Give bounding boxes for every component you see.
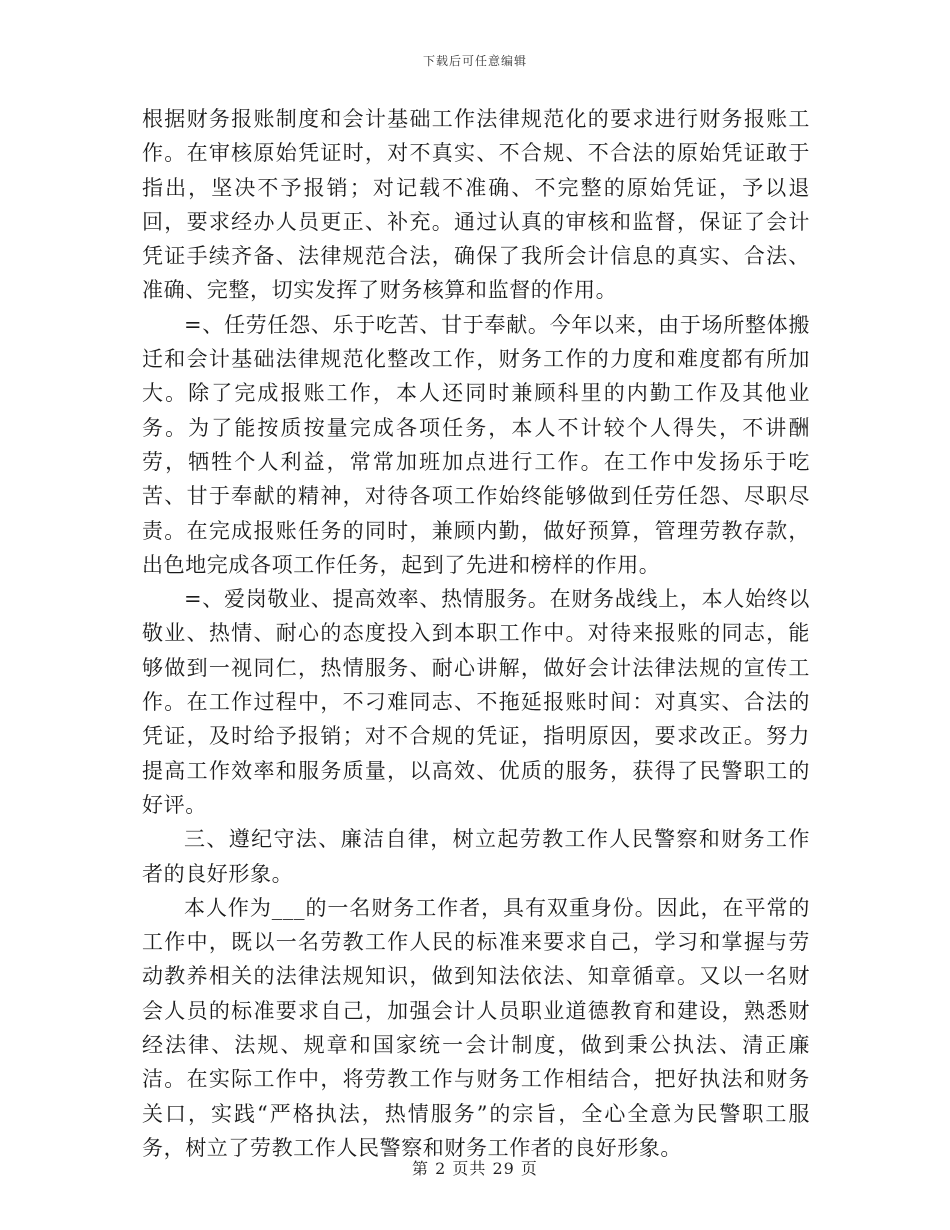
page-header: 下载后可任意编辑: [422, 54, 527, 68]
paragraph-3: =、爱岗敬业、提高效率、热情服务。在财务战线上，本人始终以敬业、热情、耐心的态度投入到本职工作中。对待来报账的同志，能够做到一视同仁，热情服务、耐心讲解，做好会计法律法规的宣传工作。在工作过程中，不刁难同志、不拖延报账时间：对真实、合法的凭证，及时给予报销；对不合规的凭证，指明原因，要求改正。努力提高工作效率和服务质量，以高效、优质的服务，获得了民警职工的好评。: [142, 587, 810, 817]
section-heading-3: 三、遵纪守法、廉洁自律，树立起劳教工作人民警察和财务工作者的良好形象。: [142, 827, 810, 886]
paragraph-2: =、任劳任怨、乐于吃苦、甘于奉献。今年以来，由于场所整体搬迁和会计基础法律规范化整改工作，财务工作的力度和难度都有所加大。除了完成报账工作，本人还同时兼顾科里的内勤工作及其他业务。为了能按质按量完成各项任务，本人不计较个人得失，不讲酬劳，牺牲个人利益，常常加班加点进行工作。在工作中发扬乐于吃苦、甘于奉献的精神，对待各项工作始终能够做到任劳任怨、尽职尽责。在完成报账任务的同时，兼顾内勤，做好预算，管理劳教存款，出色地完成各项工作任务，起到了先进和榜样的作用。: [142, 312, 810, 577]
paragraph-1: 根据财务报账制度和会计基础工作法律规范化的要求进行财务报账工作。在审核原始凭证时，对不真实、不合规、不合法的原始凭证敢于指出，坚决不予报销；对记载不准确、不完整的原始凭证，予以退回，要求经办人员更正、补充。通过认真的审核和监督，保证了会计凭证手续齐备、法律规范合法，确保了我所会计信息的真实、合法、准确、完整，切实发挥了财务核算和监督的作用。: [142, 107, 810, 303]
page-number: 第 2 页共 29 页: [412, 1159, 538, 1178]
document-body: [142, 102, 810, 1165]
paragraph-4: 本人作为___的一名财务工作者，具有双重身份。因此，在平常的工作中，既以一名劳教工作人民的标准来要求自己，学习和掌握与劳动教养相关的法律法规知识，做到知法依法、知章循章。又以一名财会人员的标准要求自己，加强会计人员职业道德教育和建设，熟悉财经法律、法规、规章和国家统一会计制度，做到秉公执法、清正廉洁。在实际工作中，将劳教工作与财务工作相结合，把好执法和财务关口，实践“严格执法，热情服务”的宗旨，全心全意为民警职工服务，树立了劳教工作人民警察和财务工作者的良好形象。: [142, 895, 810, 1160]
